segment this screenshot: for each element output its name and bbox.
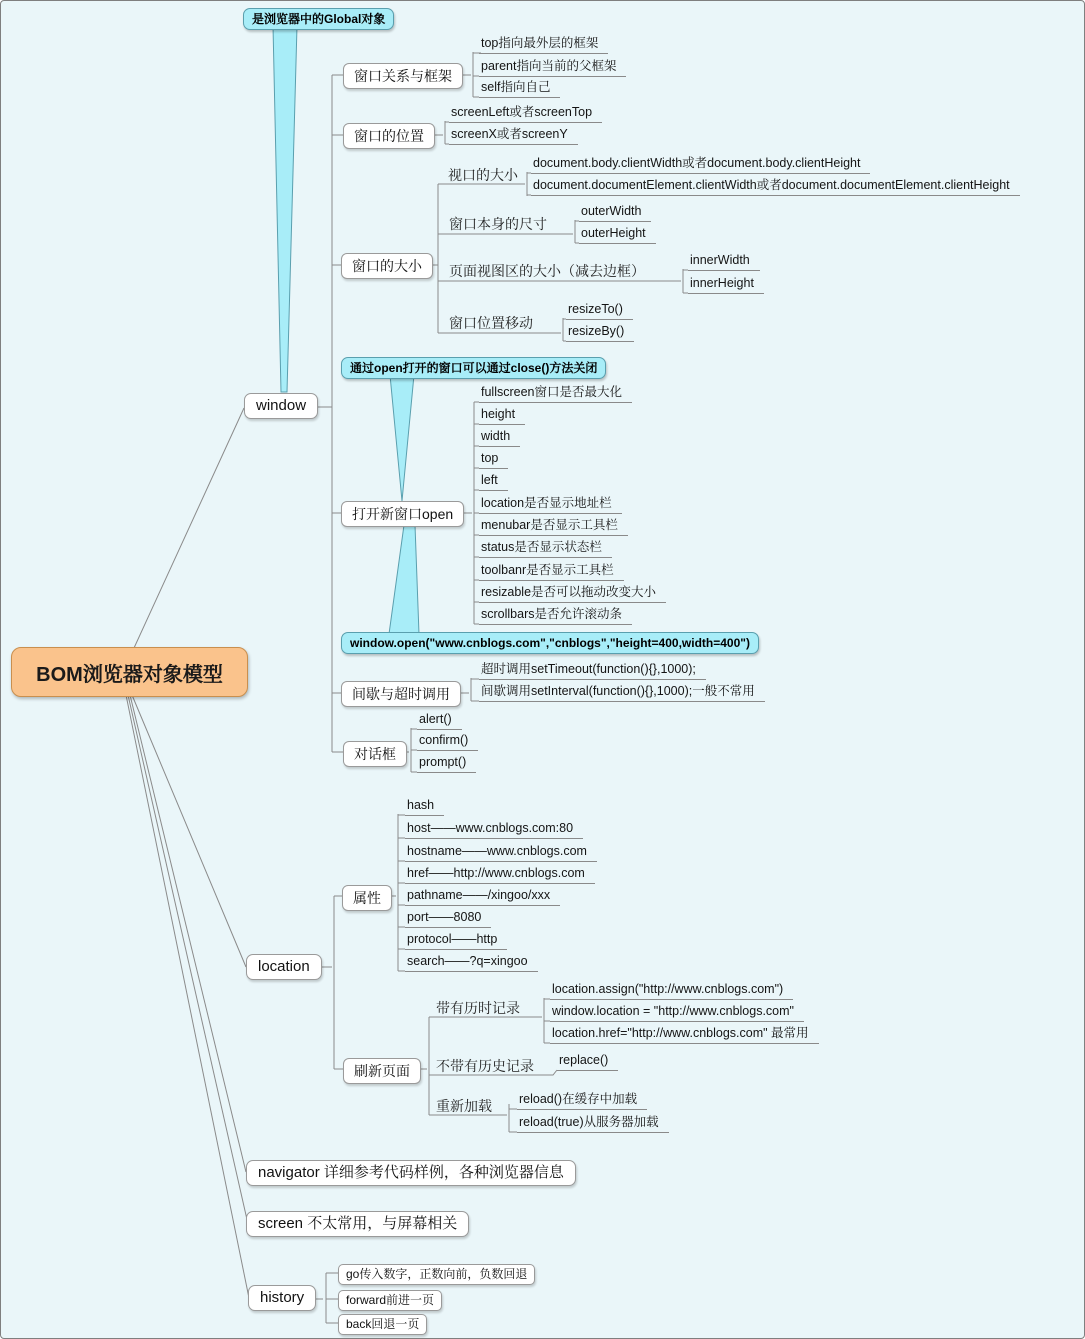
node-screen[interactable]: screen 不太常用，与屏幕相关 [246, 1211, 469, 1237]
leaf-item[interactable]: toolbanr是否显示工具栏 [479, 562, 624, 581]
history-item[interactable]: go传入数字，正数向前，负数回退 [338, 1264, 535, 1285]
branch-position[interactable]: 窗口的位置 [343, 123, 435, 149]
sub-without-history[interactable]: 不带有历史记录 [436, 1058, 534, 1074]
leaf-item[interactable]: top指向最外层的框架 [479, 35, 608, 54]
node-root[interactable]: BOM浏览器对象模型 [11, 647, 248, 697]
callout-global[interactable]: 是浏览器中的Global对象 [243, 8, 394, 30]
leaf-item[interactable]: width [479, 428, 520, 447]
leaf-item[interactable]: pathname——/xingoo/xxx [405, 887, 560, 906]
leaf-item[interactable]: window.location = "http://www.cnblogs.com" [550, 1003, 804, 1022]
branch-frames[interactable]: 窗口关系与框架 [343, 63, 463, 89]
leaf-item[interactable]: 超时调用setTimeout(function(){},1000); [479, 661, 706, 680]
leaf-item[interactable]: prompt() [417, 754, 476, 773]
leaf-item[interactable]: left [479, 472, 508, 491]
leaf-item[interactable]: fullscreen窗口是否最大化 [479, 384, 632, 403]
leaf-item[interactable]: outerHeight [579, 225, 656, 244]
leaf-item[interactable]: replace() [557, 1052, 618, 1071]
leaf-item[interactable]: search——?q=xingoo [405, 953, 538, 972]
callout-open-example[interactable]: window.open("www.cnblogs.com","cnblogs","height=400,width=400") [341, 632, 759, 654]
node-navigator[interactable]: navigator 详细参考代码样例，各种浏览器信息 [246, 1160, 576, 1186]
sub-reload[interactable]: 重新加载 [436, 1098, 492, 1114]
leaf-item[interactable]: location.assign("http://www.cnblogs.com") [550, 981, 793, 1000]
leaf-item[interactable]: screenX或者screenY [449, 126, 578, 145]
leaf-item[interactable]: href——http://www.cnblogs.com [405, 865, 595, 884]
leaf-item[interactable]: resizeBy() [566, 323, 634, 342]
leaf-item[interactable]: confirm() [417, 732, 478, 751]
leaf-item[interactable]: alert() [417, 711, 462, 730]
leaf-item[interactable]: hash [405, 797, 444, 816]
leaf-item[interactable]: host——www.cnblogs.com:80 [405, 820, 583, 839]
leaf-item[interactable]: top [479, 450, 508, 469]
sub-inner[interactable]: 页面视图区的大小（减去边框） [449, 263, 645, 279]
branch-size[interactable]: 窗口的大小 [341, 253, 433, 279]
history-item[interactable]: back回退一页 [338, 1314, 427, 1335]
leaf-item[interactable]: document.documentElement.clientWidth或者document.documentElement.clientHeight [531, 177, 1020, 196]
leaf-item[interactable]: screenLeft或者screenTop [449, 104, 602, 123]
branch-refresh[interactable]: 刷新页面 [343, 1058, 421, 1084]
branch-open[interactable]: 打开新窗口open [341, 501, 464, 527]
leaf-item[interactable]: protocol——http [405, 931, 507, 950]
leaf-item[interactable]: outerWidth [579, 203, 651, 222]
leaf-item[interactable]: status是否显示状态栏 [479, 539, 612, 558]
sub-outer[interactable]: 窗口本身的尺寸 [449, 216, 547, 232]
leaf-item[interactable]: location是否显示地址栏 [479, 495, 622, 514]
leaf-item[interactable]: innerHeight [688, 275, 764, 294]
leaf-item[interactable]: menubar是否显示工具栏 [479, 517, 628, 536]
leaf-item[interactable]: height [479, 406, 525, 425]
callout-close[interactable]: 通过open打开的窗口可以通过close()方法关闭 [341, 357, 606, 379]
node-window[interactable]: window [244, 393, 318, 419]
leaf-item[interactable]: document.body.clientWidth或者document.body.clientHeight [531, 155, 870, 174]
node-location[interactable]: location [246, 954, 322, 980]
leaf-item[interactable]: self指向自己 [479, 79, 560, 98]
sub-with-history[interactable]: 带有历时记录 [436, 1000, 520, 1016]
leaf-item[interactable]: reload(true)从服务器加载 [517, 1114, 669, 1133]
leaf-item[interactable]: resizeTo() [566, 301, 633, 320]
branch-props[interactable]: 属性 [342, 885, 392, 911]
history-item[interactable]: forward前进一页 [338, 1290, 442, 1311]
leaf-item[interactable]: port——8080 [405, 909, 491, 928]
sub-resize[interactable]: 窗口位置移动 [449, 315, 533, 331]
leaf-item[interactable]: scrollbars是否允许滚动条 [479, 606, 632, 625]
sub-viewport[interactable]: 视口的大小 [448, 167, 518, 183]
leaf-item[interactable]: 间歇调用setInterval(function(){},1000);一般不常用 [479, 683, 765, 702]
leaf-item[interactable]: hostname——www.cnblogs.com [405, 843, 597, 862]
leaf-item[interactable]: parent指向当前的父框架 [479, 58, 626, 77]
leaf-item[interactable]: reload()在缓存中加载 [517, 1091, 647, 1110]
leaf-item[interactable]: resizable是否可以拖动改变大小 [479, 584, 666, 603]
leaf-item[interactable]: location.href="http://www.cnblogs.com" 最常用 [550, 1025, 819, 1044]
node-history[interactable]: history [248, 1285, 316, 1311]
callout-tail-close [390, 375, 414, 501]
branch-dialogs[interactable]: 对话框 [343, 741, 407, 767]
leaf-item[interactable]: innerWidth [688, 252, 760, 271]
branch-timers[interactable]: 间歇与超时调用 [341, 681, 461, 707]
callout-tail-open-example [389, 525, 419, 634]
callout-tail-global [273, 26, 297, 392]
